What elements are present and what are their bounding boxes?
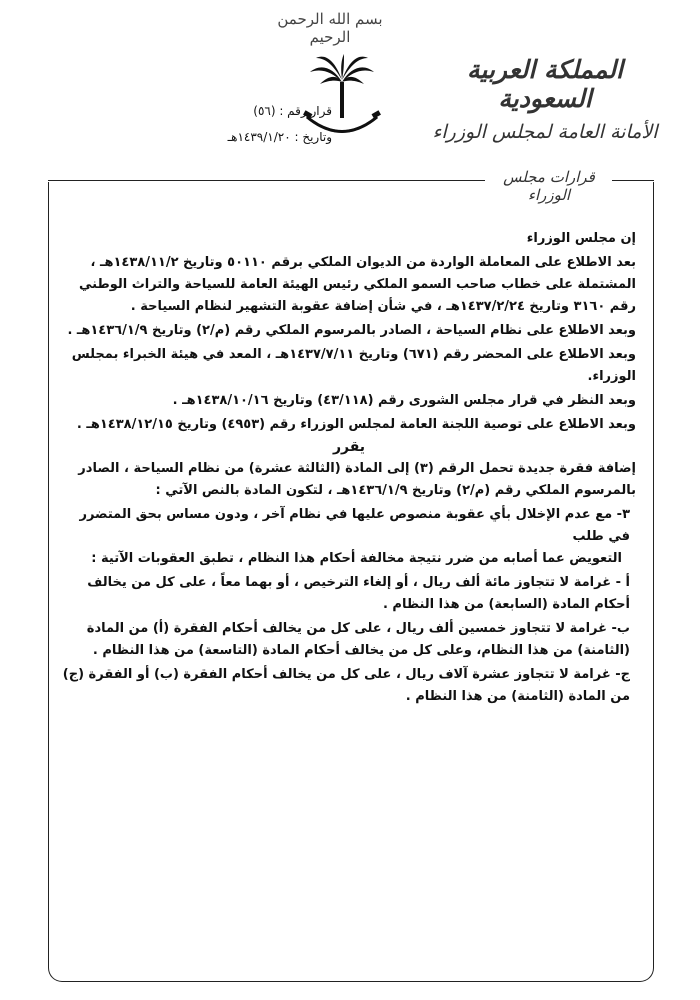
decision-date: وتاريخ : ١٤٣٩/١/٢٠هـ xyxy=(227,130,332,144)
secretariat-title: الأمانة العامة لمجلس الوزراء xyxy=(432,121,658,143)
item-3-line-2: التعويض عما أصابه من ضرر نتيجة مخالفة أحكام هذا النظام ، تطبق العقوبات الآتية : xyxy=(91,551,622,566)
decision-reference xyxy=(192,98,332,150)
decides-heading: يقرر xyxy=(332,439,366,455)
item-3-line-1: ٣- مع عدم الإخلال بأي عقوبة منصوص عليها في نظام آخر ، ودون مساس بحق المتضرر في طلب xyxy=(79,507,630,544)
decision-body xyxy=(62,228,636,708)
kingdom-title: المملكة العربية السعودية xyxy=(467,55,623,113)
paragraph-2: وبعد الاطلاع على نظام السياحة ، الصادر بالمرسوم الملكي رقم (م/٢) وتاريخ ١٤٣٦/١/٩هـ . xyxy=(67,323,636,338)
item-a: أ - غرامة لا تتجاوز مائة ألف ريال ، أو إلغاء الترخيص ، أو بهما معاً ، على كل من يخالف أحكام المادة (السابعة) من هذا النظام . xyxy=(87,575,630,612)
header-divider-left xyxy=(48,180,485,181)
header-divider-right xyxy=(612,180,654,181)
paragraph-6: إضافة فقرة جديدة تحمل الرقم (٣) إلى المادة (الثالثة عشرة) من نظام السياحة ، الصادر بالمرسوم الملكي رقم (م/٢) وتاريخ ١٤٣٦/١/٩هـ ، لتكون المادة بالنص الآتي : xyxy=(78,461,636,498)
letterhead xyxy=(420,55,670,143)
paragraph-3: وبعد الاطلاع على المحضر رقم (٦٧١) وتاريخ ١٤٣٧/٧/١١هـ ، المعد في هيئة الخبراء بمجلس الوزراء. xyxy=(71,347,636,384)
paragraph-5: وبعد الاطلاع على توصية اللجنة العامة لمجلس الوزراء رقم (٤٩٥٣) وتاريخ ١٤٣٨/١٢/١٥هـ . xyxy=(76,417,636,432)
opening-line: إن مجلس الوزراء xyxy=(526,231,636,246)
paragraph-1: بعد الاطلاع على المعاملة الواردة من الديوان الملكي برقم ٥٠١١٠ وتاريخ ١٤٣٨/١١/٢هـ ، المشتملة على خطاب صاحب السمو الملكي رئيس الهيئة العامة للسياحة والتراث الوطني رقم ٣١٦٠ وتاريخ ١٤٣٧/٢/٢٤هـ ، في شأن إضافة عقوبة التشهير لنظام السياحة . xyxy=(78,255,636,314)
item-c: ج- غرامة لا تتجاوز عشرة آلاف ريال ، على كل من يخالف أحكام الفقرة (ب) أو الفقرة (ج) من المادة (الثامنة) من هذا النظام . xyxy=(62,667,630,704)
paragraph-4: وبعد النظر في قرار مجلس الشورى رقم (٤٣/١١٨) وتاريخ ١٤٣٨/١٠/١٦هـ . xyxy=(172,393,636,408)
decision-number: قرار رقم : (٥٦) xyxy=(253,104,332,118)
item-b: ب- غرامة لا تتجاوز خمسين ألف ريال ، على كل من يخالف أحكام الفقرة (أ) من المادة (الثامنة) من هذا النظام، وعلى كل من يخالف أحكام المادة (التاسعة) من هذا النظام . xyxy=(86,621,630,658)
decisions-label: قرارات مجلس الوزراء xyxy=(503,168,595,204)
basmala: بسم الله الرحمن الرحيم xyxy=(277,10,383,46)
